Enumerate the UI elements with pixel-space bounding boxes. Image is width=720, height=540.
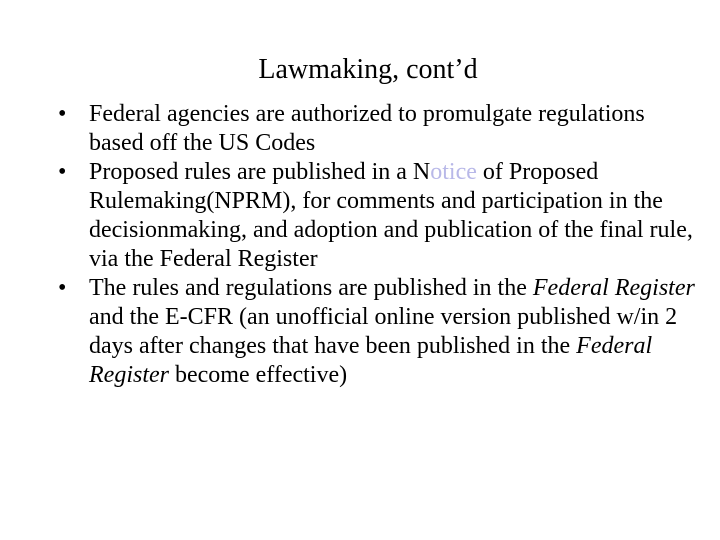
bullet-3-italic-1: Federal Register bbox=[532, 275, 695, 301]
bullet-3-text-part2: and the E-CFR (an unofficial online version published w/in 2 days after changes that have been published in the bbox=[89, 304, 678, 359]
bullet-1-text: Federal agencies are authorized to promulgate regulations based off the US Codes bbox=[89, 101, 645, 156]
bullet-3-text-part3: become effective) bbox=[168, 362, 348, 388]
bullet-list bbox=[58, 100, 698, 390]
bullet-2-text-start: Proposed rules are published in a N bbox=[89, 159, 431, 185]
bullet-3-text-part1: The rules and regulations are published in the bbox=[89, 275, 533, 301]
slide-title bbox=[0, 52, 720, 88]
bullet-icon: • bbox=[58, 275, 67, 301]
bullet-icon: • bbox=[58, 159, 67, 185]
bullet-item-1 bbox=[58, 100, 698, 158]
slide-title-text: Lawmaking, cont’d bbox=[258, 54, 478, 85]
bullet-item-3 bbox=[58, 274, 698, 390]
bullet-3-italic-2: Federal Register bbox=[89, 333, 653, 388]
bullet-2-faded-text: otice bbox=[430, 159, 483, 185]
bullet-item-2 bbox=[58, 158, 698, 274]
bullet-icon: • bbox=[58, 101, 67, 127]
bullet-2-text-end: of Proposed Rulemaking(NPRM), for comments and participation in the decisionmaking, and adoption and publication of the final rule, via the Federal Register bbox=[89, 159, 693, 272]
